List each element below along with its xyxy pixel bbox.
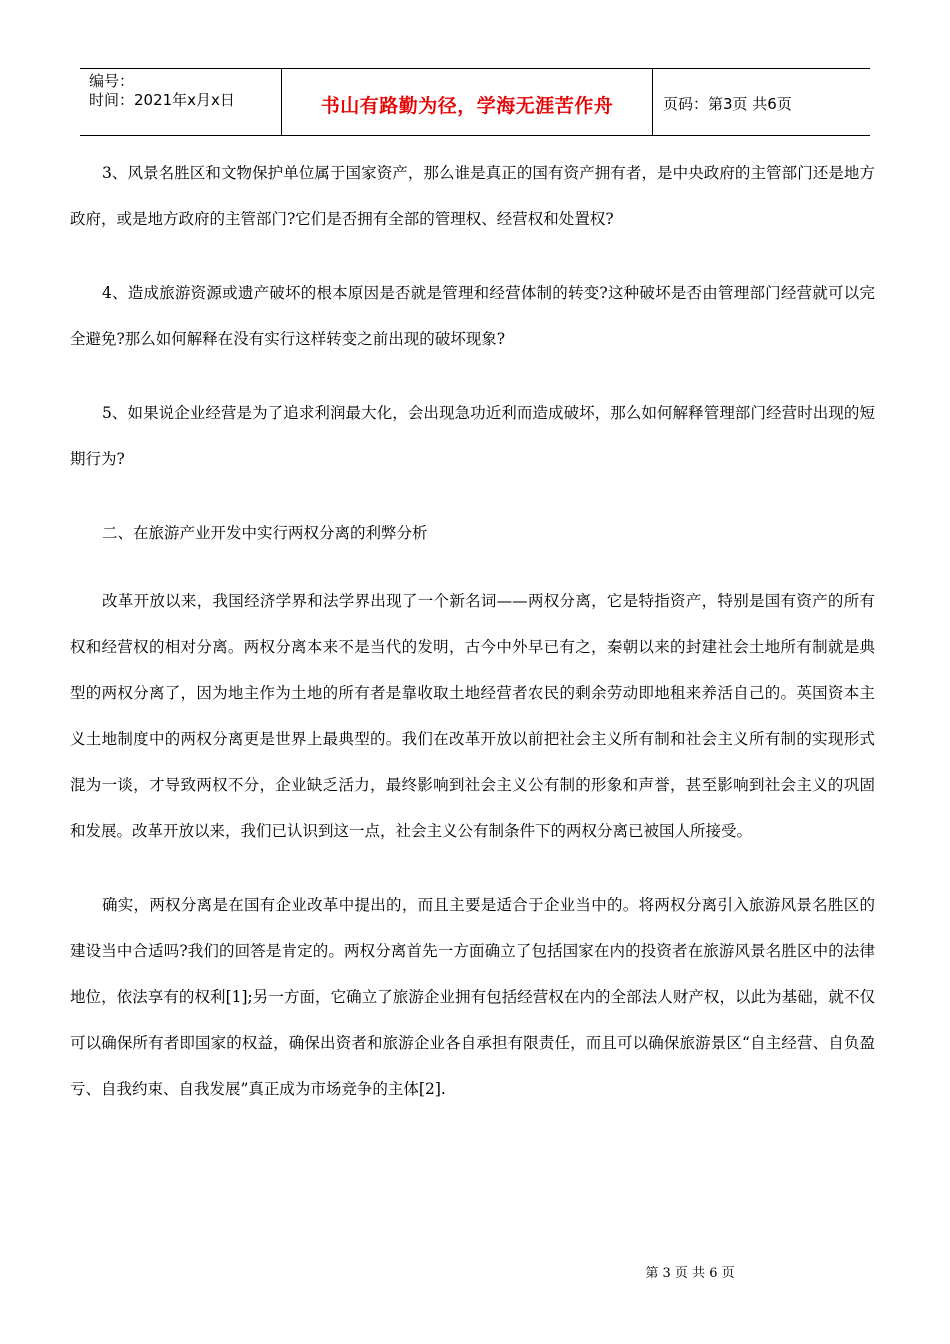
paragraph-question-3: 3、风景名胜区和文物保护单位属于国家资产，那么谁是真正的国有资产拥有者，是中央政府的主管部门还是地方政府，或是地方政府的主管部门?它们是否拥有全部的管理权、经营权和处置权? [70, 164, 875, 228]
header-meta [80, 69, 282, 135]
header-motto: 书山有路勤为径，学海无涯苦作舟 [282, 69, 653, 135]
paragraph-body-2: 确实，两权分离是在国有企业改革中提出的，而且主要是适合于企业当中的。将两权分离引入旅游风景名胜区的建设当中合适吗?我们的回答是肯定的。两权分离首先一方面确立了包括国家在内的投资者在旅游风景名胜区中的法律地位，依法享有的权利[1];另一方面，它确立了旅游企业拥有包括经营权在内的全部法人财产权，以此为基础，就不仅可以确保所有者即国家的权益，确保出资者和旅游企业各自承担有限责任，而且可以确保旅游景区“自主经营、自负盈亏、自我约束、自我发展”真正成为市场竞争的主体[2]. [70, 896, 875, 1098]
paragraph-question-5: 5、如果说企业经营是为了追求利润最大化，会出现急功近利而造成破坏，那么如何解释管理部门经营时出现的短期行为? [70, 404, 875, 468]
document-body [70, 150, 875, 1140]
paragraph-body-1: 改革开放以来，我国经济学界和法学界出现了一个新名词——两权分离，它是特指资产，特别是国有资产的所有权和经营权的相对分离。两权分离本来不是当代的发明，古今中外早已有之，秦朝以来的封建社会土地所有制就是典型的两权分离了，因为地主作为土地的所有者是靠收取土地经营者农民的剩余劳动即地租来养活自己的。英国资本主义土地制度中的两权分离更是世界上最典型的。我们在改革开放以前把社会主义所有制和社会主义所有制的实现形式混为一谈，才导致两权不分，企业缺乏活力，最终影响到社会主义公有制的形象和声誉，甚至影响到社会主义的巩固和发展。改革开放以来，我们已认识到这一点，社会主义公有制条件下的两权分离已被国人所接受。 [70, 592, 875, 840]
document-date: 时间：2021年x月x日 [89, 91, 235, 109]
section-heading: 二、在旅游产业开发中实行两权分离的利弊分析 [102, 524, 428, 542]
paragraph-question-4: 4、造成旅游资源或遗产破坏的根本原因是否就是管理和经营体制的转变?这种破坏是否由管理部门经营就可以完全避免?那么如何解释在没有实行这样转变之前出现的破坏现象? [70, 284, 875, 348]
document-number-label: 编号： [89, 72, 135, 90]
header-page-info: 页码：第3页 共6页 [663, 94, 792, 113]
page-footer: 第 3 页 共 6 页 [645, 1266, 735, 1281]
page-header [80, 68, 870, 136]
